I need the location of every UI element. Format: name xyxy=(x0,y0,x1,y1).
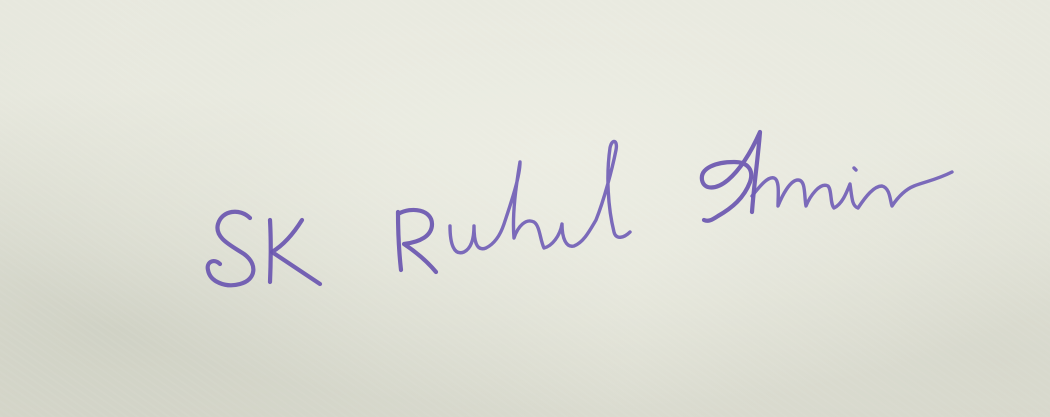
signature-letter-s xyxy=(208,212,254,285)
signature-letter-i-dot xyxy=(854,168,856,170)
signature-letter-a xyxy=(702,132,760,221)
signature-word-uhul xyxy=(450,141,630,252)
signature-letter-r xyxy=(398,210,436,272)
signature-letter-k-arms xyxy=(272,220,320,284)
signature-word-min xyxy=(752,172,952,208)
